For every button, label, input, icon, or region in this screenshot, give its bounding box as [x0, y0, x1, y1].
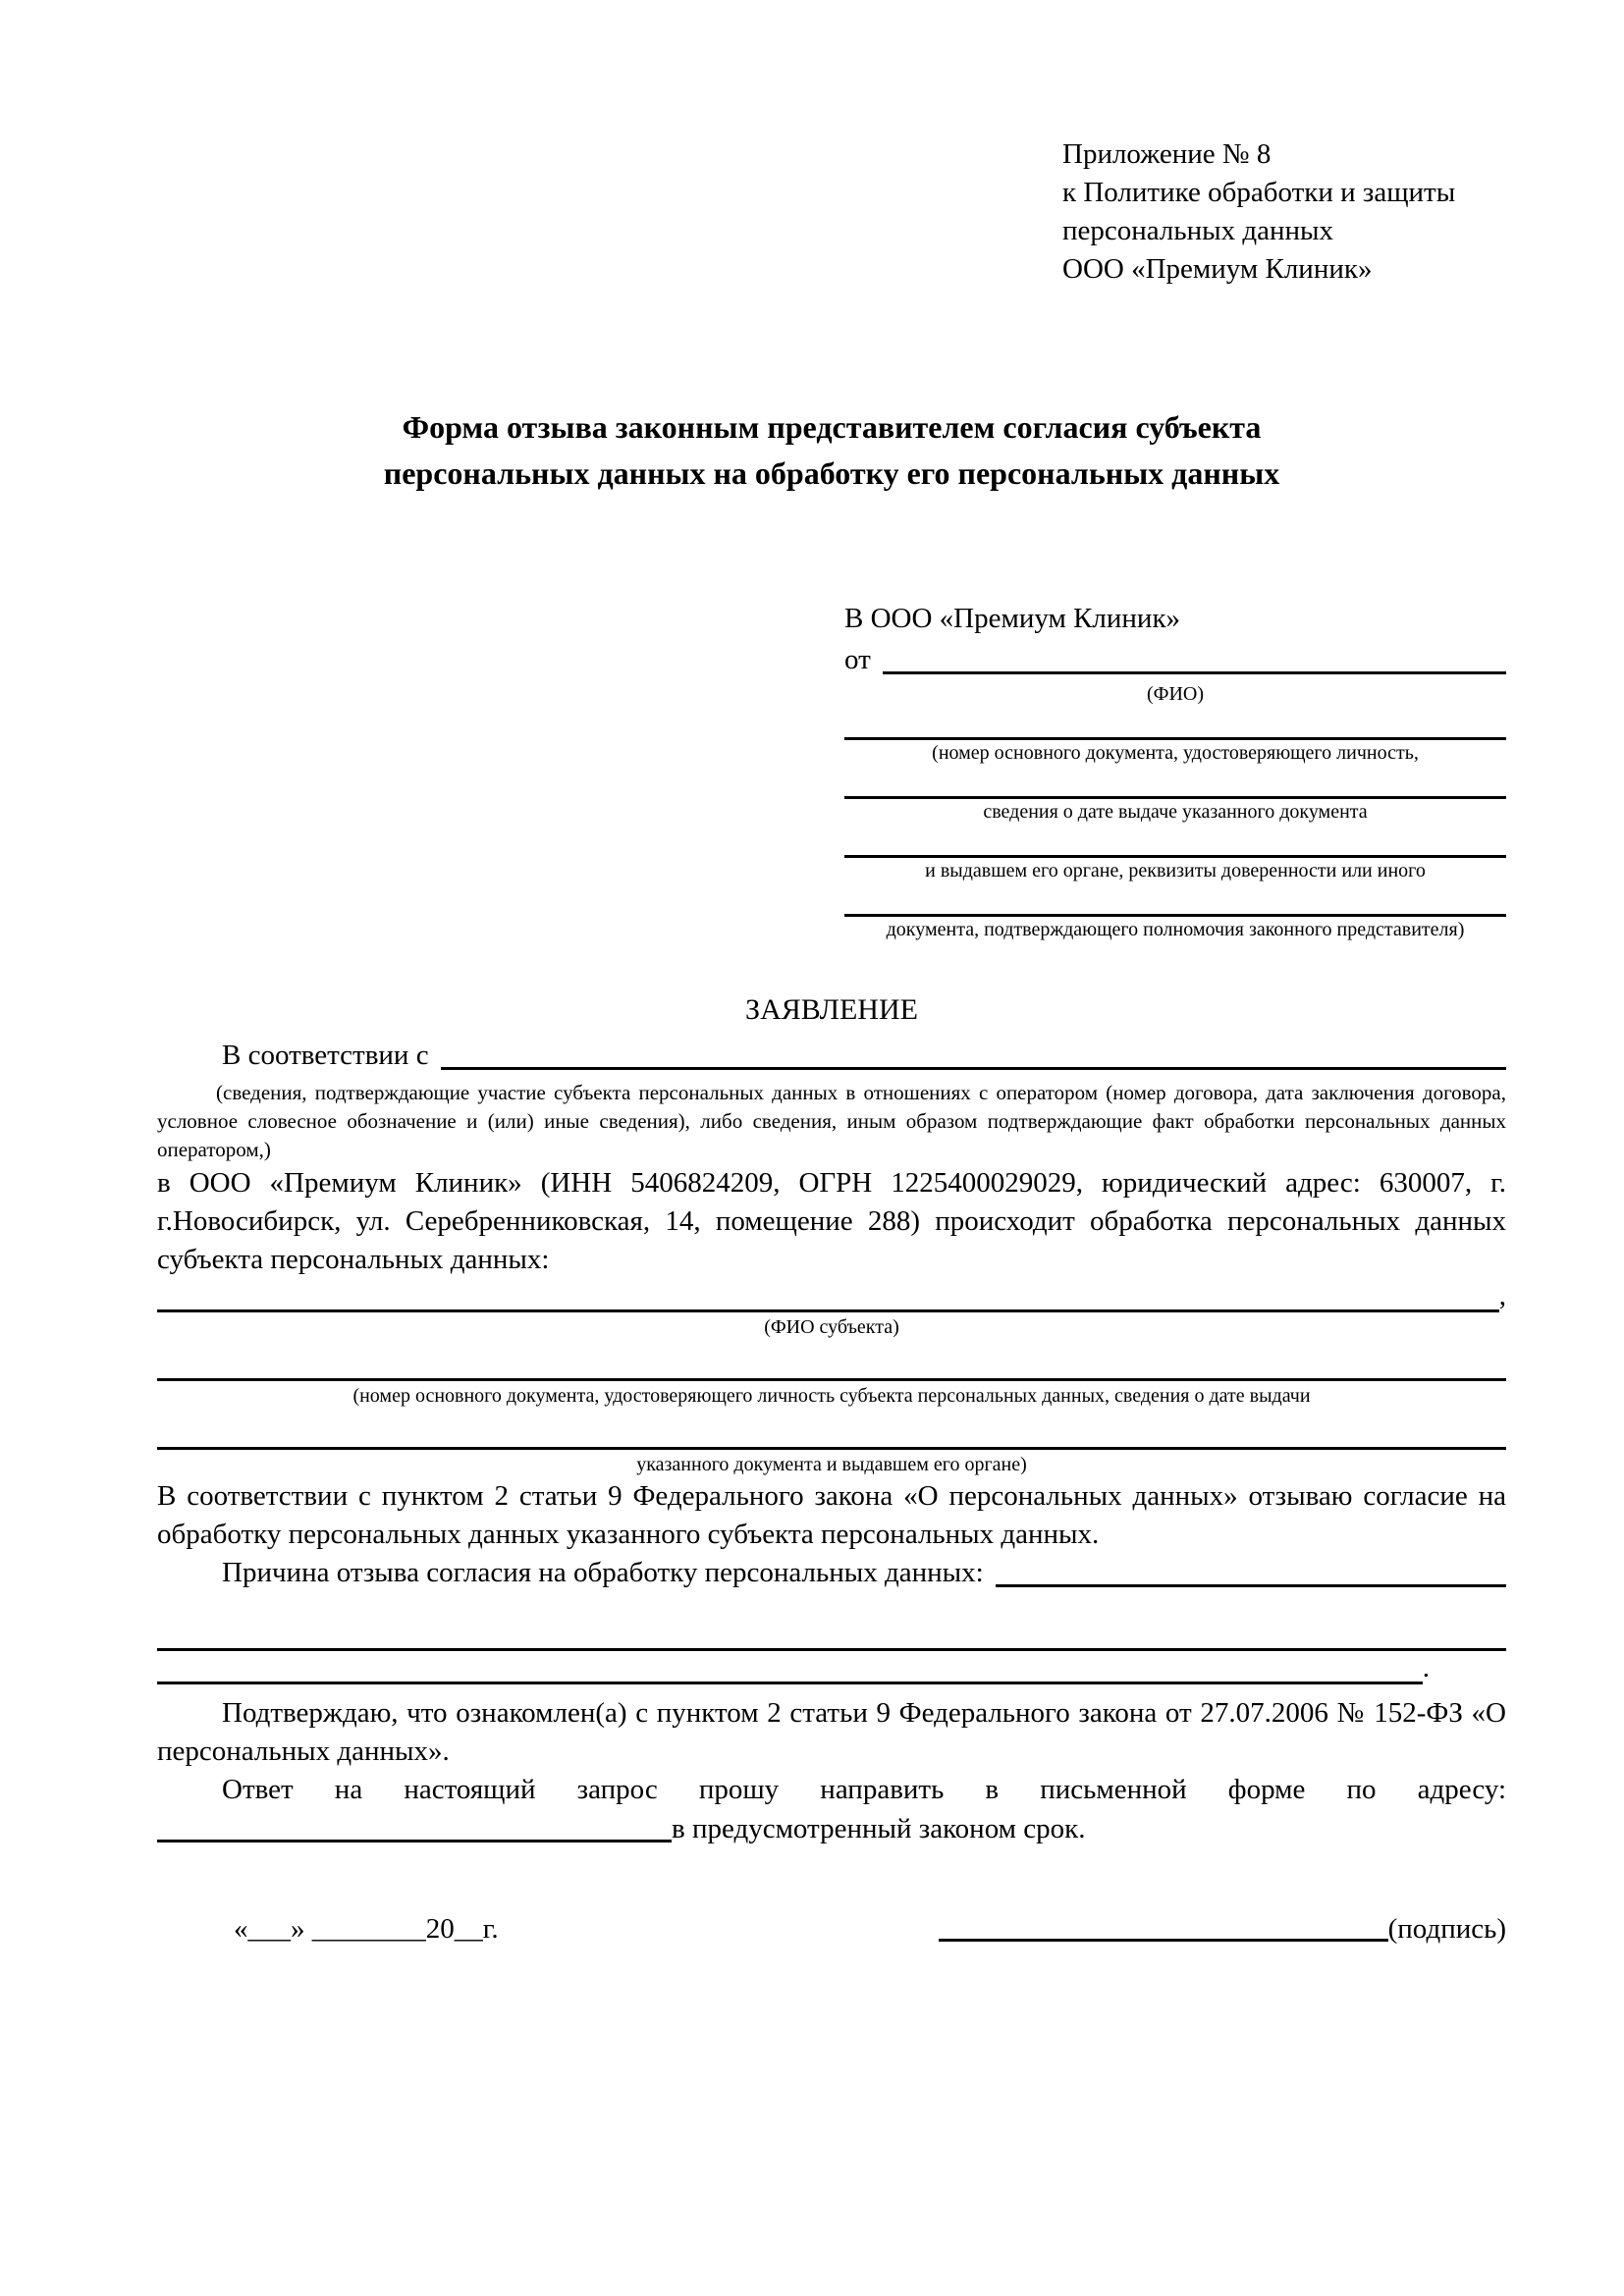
- statement-heading: ЗАЯВЛЕНИЕ: [745, 993, 918, 1026]
- reply-intro-paragraph: Ответ на настоящий запрос прошу направить в письменной форме по адресу:: [222, 1774, 1506, 1805]
- subject-line-suffix: ,: [1498, 1280, 1506, 1311]
- reason-fill-line-3: [157, 1657, 1423, 1684]
- confirm-paragraph: Подтверждаю, что ознакомлен(а) с пунктом 2 статьи 9 Федерального закона от 27.07.2006 № 152-ФЗ «О персональных данных».: [157, 1697, 1506, 1767]
- representative-doc-caption-1: (номер основного документа, удостоверяющего личность,: [932, 742, 1419, 764]
- reason-line-suffix: .: [1422, 1652, 1430, 1683]
- representative-doc-fill-line-2: [844, 766, 1506, 799]
- appendix-line-4: ООО «Премиум Клиник»: [1062, 253, 1373, 285]
- representative-fio-fill-line: [883, 671, 1506, 674]
- subject-fio-caption: (ФИО субъекта): [764, 1316, 899, 1338]
- from-field-row: [844, 638, 1506, 681]
- document-title: [157, 404, 1506, 497]
- intro-field-row: [157, 1035, 1506, 1076]
- intro-caption: (сведения, подтверждающие участие субъекта персональных данных в отношениях с оператором (номер договора, дата заключения договора, условное словесное обозначение и (или) иные сведения), либо сведения, иным образом подтверждающие факт обработки персональных данных оператором,): [157, 1081, 1506, 1161]
- operator-paragraph: в ООО «Премиум Клиник» (ИНН 5406824209, ОГРН 1225400029029, юридический адрес: 630007, г. г.Новосибирск, ул. Серебренниковская, 14, помещение 288) происходит обработка персональных данных субъекта персональных данных:: [157, 1167, 1506, 1275]
- withdraw-paragraph: В соответствии с пунктом 2 статьи 9 Федерального закона «О персональных данных» отзываю согласие на обработку персональных данных указанного субъекта персональных данных.: [157, 1480, 1506, 1550]
- signature-group: [939, 1909, 1506, 1949]
- representative-doc-caption-2: сведения о дате выдаче указанного документа: [983, 801, 1368, 823]
- reply-address-row: [157, 1809, 1506, 1848]
- reason-label: Причина отзыва согласия на обработку персональных данных:: [222, 1557, 984, 1588]
- subject-fio-fill-line: [157, 1285, 1499, 1312]
- signature-footer: [157, 1909, 1506, 1949]
- reason-fill-line: [996, 1584, 1506, 1587]
- appendix-line-2: к Политике обработки и защиты: [1062, 177, 1456, 208]
- date-line: «___» ________20__г.: [234, 1913, 499, 1945]
- reply-suffix: в предусмотренный законом срок.: [672, 1813, 1086, 1844]
- signature-caption: (подпись): [1387, 1913, 1506, 1945]
- reply-address-fill-line: [157, 1840, 672, 1842]
- intro-label: В соответствии с: [222, 1040, 429, 1071]
- subject-doc-fill-line-1: [157, 1340, 1506, 1381]
- addressee-block: [844, 599, 1506, 942]
- reason-fill-line-2: [157, 1592, 1506, 1651]
- intro-fill-line: [441, 1067, 1506, 1070]
- appendix-line-1: Приложение № 8: [1062, 138, 1272, 170]
- subject-fio-field-row: [157, 1279, 1506, 1312]
- representative-doc-fill-line-1: [844, 707, 1506, 740]
- reason-field-row: [157, 1554, 1506, 1592]
- subject-doc-caption-1: (номер основного документа, удостоверяющего личность субъекта персональных данных, сведения о дате выдачи: [352, 1385, 1311, 1407]
- subject-doc-caption-2: указанного документа и выдавшем его органе): [636, 1454, 1027, 1475]
- appendix-block: [1062, 135, 1506, 289]
- representative-doc-fill-line-3: [844, 825, 1506, 858]
- document-title-line-2: персональных данных на обработку его персональных данных: [383, 455, 1280, 491]
- representative-doc-caption-3: и выдавшем его органе, реквизиты доверенности или иного: [925, 860, 1426, 881]
- document-title-line-1: Форма отзыва законным представителем согласия субъекта: [402, 409, 1262, 445]
- addressee-to: В ООО «Премиум Клиник»: [844, 603, 1181, 634]
- appendix-line-3: персональных данных: [1062, 215, 1334, 246]
- representative-doc-fill-line-4: [844, 883, 1506, 917]
- subject-doc-fill-line-2: [157, 1409, 1506, 1450]
- fio-caption: (ФИО): [1146, 683, 1204, 705]
- from-label: от: [844, 644, 871, 675]
- reason-fill-line-3-row: [157, 1651, 1430, 1684]
- signature-fill-line: [939, 1939, 1388, 1942]
- representative-doc-caption-4: документа, подтверждающего полномочия законного представителя): [886, 919, 1465, 940]
